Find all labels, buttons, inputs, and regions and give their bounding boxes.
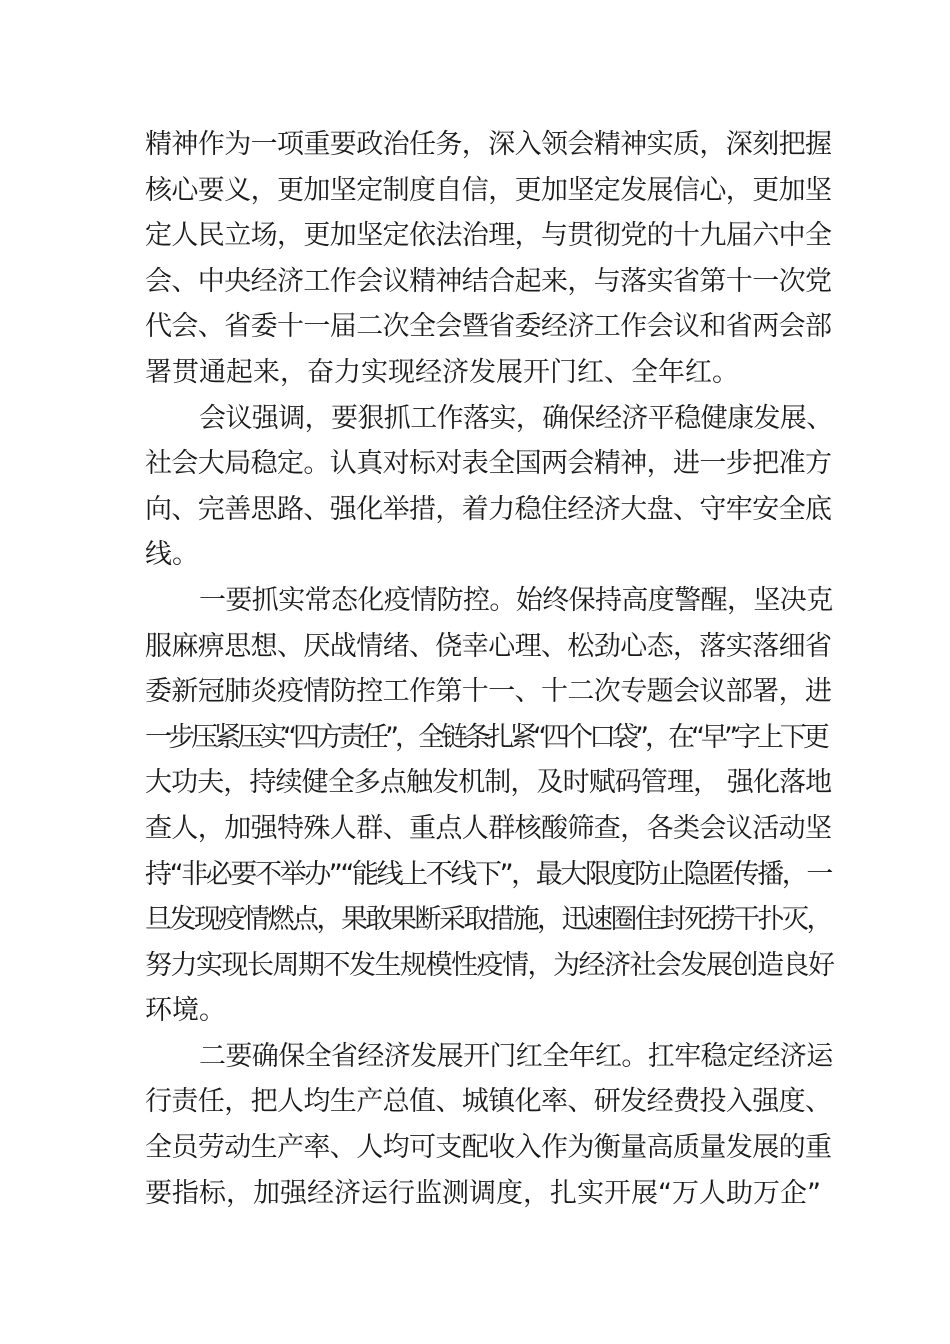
text-line: 一要抓实常态化疫情防控。始终保持高度警醒，坚决克 [199,584,833,616]
text-line: 持“非必要不举办”“能线上不线下”，最大限度防止隐匿传播，一 [145,858,831,890]
text-line: 代会、省委十一届二次全会暨省委经济工作会议和省两会部 [145,311,832,343]
text-line: 大功夫，持续健全多点触发机制，及时赋码管理， 强化落地 [145,767,832,799]
text-line: 线。 [145,539,199,571]
paragraph [145,1034,835,1216]
text-line: 二要确保全省经济发展开门红全年红。扛牢稳定经济运 [199,1040,833,1072]
text-line: 旦发现疫情燃点，果敢果断采取措施，迅速圈住封死捞干扑灭， [145,904,831,936]
text-line: 会、中央经济工作会议精神结合起来，与落实省第十一次党 [145,265,832,297]
text-line: 社会大局稳定。认真对标对表全国两会精神，进一步把准方 [145,448,832,480]
text-line: 环境。 [145,995,226,1027]
text-line: 查人，加强特殊人群、重点人群核酸筛查，各类会议活动坚 [145,812,832,844]
text-line: 要指标，加强经济运行监测调度，扎实开展“万人助万企” [145,1177,821,1209]
paragraph [145,122,835,396]
text-line: 服麻痹思想、厌战情绪、侥幸心理、松劲心态，落实落细省 [145,630,832,662]
text-line: 委新冠肺炎疫情防控工作第十一、十二次专题会议部署，进 [145,676,832,708]
text-line: 一步压紧压实“四方责任”，全链条扎紧“四个口袋”，在“早”字上下更 [145,721,826,753]
text-line: 精神作为一项重要政治任务，深入领会精神实质，深刻把握 [145,129,832,160]
paragraph [145,578,835,1034]
text-line: 署贯通起来，奋力实现经济发展开门红、全年红。 [145,356,739,388]
text-line: 努力实现长周期不发生规模性疫情，为经济社会发展创造良好 [145,949,834,981]
text-line: 会议强调，要狠抓工作落实，确保经济平稳健康发展、 [199,402,833,434]
paragraph [145,396,835,578]
document-page [145,122,835,1216]
text-line: 核心要义，更加坚定制度自信，更加坚定发展信心，更加坚 [145,174,832,206]
text-line: 行责任，把人均生产总值、城镇化率、研发经费投入强度、 [145,1086,832,1118]
text-line: 定人民立场，更加坚定依法治理，与贯彻党的十九届六中全 [145,220,832,252]
text-line: 全员劳动生产率、人均可支配收入作为衡量高质量发展的重 [145,1132,832,1164]
text-line: 向、完善思路、强化举措，着力稳住经济大盘、守牢安全底 [145,493,832,525]
